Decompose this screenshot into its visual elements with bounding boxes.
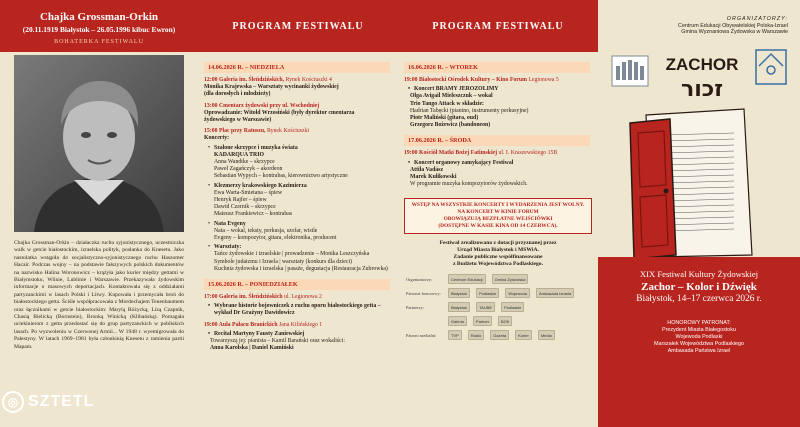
partner-logo: Podlaskie [501,302,524,312]
concert-member: Paweł Zagańczyk – akordeon [214,166,283,173]
concert-member: Mateusz Frankiewicz – kontrabas [214,211,293,218]
event-bullet: • Koncert BRAMY JEROZOLIMY [408,86,590,93]
sztetl-logo [2,391,94,413]
day-header-tuesday: 16.06.2026 R. – WTOREK [404,62,590,73]
sztetl-logo-text: SZTETL [28,393,95,410]
partner-logo: Partner [473,316,492,326]
event-line: Monika Krajewska – Warsztaty wycinanki żydowskiej [204,84,339,91]
hero-name: Chajka Grossman-Orkin [39,11,159,23]
brand-graphics [598,44,800,104]
event-time-place: 19:00 Kościół Matki Bożej Fatimskiej [404,150,498,157]
event-address: Legionowa 5 [528,77,559,83]
concert-item [208,145,390,181]
program-column-1 [198,0,398,427]
event-item [204,103,390,125]
program-title-2: PROGRAM FESTIWALU [398,0,598,52]
event-line: żydowskiego w Warszawie) [204,117,272,124]
concert-title: • Klezmerzy krakowskiego Kazimierza [214,182,307,189]
door-illustration [624,105,774,260]
event-line: Towarzyszą jej: pianista – Kamil Barański oraz wokaliści: [210,338,345,345]
concert-member: Evgeny – kompozytor, gitara, elektronika, producent [214,235,337,242]
notice-line: WSTĘP NA WSZYSTKIE KONCERTY I WYDARZENIA JEST WOLNY. [411,202,585,209]
event-item [404,150,590,188]
partner-logos [406,274,590,340]
event-line: Olga Avigail Mieleszczuk – wokal [410,93,493,100]
event-address: Rynek Kościuszki 4 [285,77,332,83]
partner-logo: Centrum Edukacji [448,274,486,284]
concert-title: • Szalone skrzypce i muzyka świata [214,144,298,151]
partner-logo: Media [538,330,555,340]
event-line: Attila Vadász [410,166,444,173]
workshop-title: • Warsztaty: [214,244,242,251]
event-address: Jana Kilińskiego 1 [279,321,323,328]
hero-column [0,0,198,427]
partner-logo: Ambasada Izraela [536,288,574,298]
free-entry-notice [404,198,592,234]
festival-band [598,257,800,427]
workshop-line: Symbole judaizmu i Izraela | warsztaty (konkurs dla dzieci) [214,258,352,265]
day-header-sunday: 14.06.2026 R. – NIEDZIELA [204,62,390,73]
event-line: Hadrian Tabęcki (pianino, instrumenty perkusyjne) [410,107,529,114]
zachor-brand [598,44,800,104]
event-time-place: 19:00 Białostocki Ośrodek Kultury – Kino Forum [404,77,527,83]
cover-column [598,0,800,427]
partner-logo: Gmina Żydowska [492,274,529,284]
partner-row-label: Organizatorzy: [406,276,433,282]
concert-title: • Nata Evgeny [214,220,246,227]
event-item [204,322,390,353]
organizer-line: Centrum Edukacji Obywatelskiej Polska-Izrael [678,23,788,29]
partner-logo: Kurier [515,330,532,340]
event-address: Rynek Kościuszki [266,128,310,135]
concert-member: Anna Wandtke – skrzypce [214,159,275,166]
partner-logo: Radio [468,330,484,340]
partner-logo: Podlaskie [476,288,499,298]
partner-row-label: Partnerzy: [406,304,425,310]
event-line: Trio Tango Attack w składzie: [410,100,484,107]
partner-row-label: Patroni medialni: [406,332,437,338]
partner-row [406,302,590,312]
event-line: (dla dorosłych i młodzieży) [204,91,271,98]
partner-logo: Białystok [448,302,470,312]
concert-member: Ewa Warta-Śmietana – śpiew [214,189,283,196]
event-time-place: 12:00 Galeria im. Śleńdzińskich, [204,77,285,83]
honorary-title: HONOROWY PATRONAT: [667,320,731,326]
funding-note [398,240,598,268]
partner-logo: Białystok [448,288,470,298]
hero-portrait-photo [14,55,184,232]
event-line: W programie muzyka kompozytorów żydowskich. [410,181,528,188]
notice-line: (DOSTĘPNE W KASIE KINA OD 14 CZERWCA). [438,223,558,230]
workshop-line: Kuchnia żydowska i izraelska | pasaże, degustacja (Restauracja Zubrowka) [214,265,388,272]
concert-item [208,183,390,219]
organizers-title: ORGANIZATORZY: [726,16,788,22]
honorary-line: Prezydent Miasta Białegostoku [661,327,736,333]
sztetl-logo-icon: ◎ [2,391,24,413]
event-line: Piotr Maliński (gitara, oud) [410,115,479,122]
honorary-line: Marszałek Województwa Podlaskiego [653,341,745,347]
event-item [404,77,590,129]
concert-band: KADARQUA TRIO [214,151,264,158]
partner-logo: BOK [498,316,512,326]
event-time-place: 17:00 Galeria im. Śleńdzińskich [204,294,283,301]
event-time-place: 13:00 Cmentarz żydowski przy ul. Wschodniej [204,102,320,109]
organizers [598,0,800,35]
partner-logo: TAUBE [476,302,495,312]
concert-member: Dawid Czernik – skrzypce [214,204,276,211]
partner-row-label: Patronat honorowy: [406,290,441,296]
organizer-line: Gmina Wyznaniowa Żydowska w Warszawie [681,29,788,35]
notice-line: OBOWIĄZUJĄ BEZPŁATNE WEJŚCIÓWKI [443,216,553,223]
program-title-1: PROGRAM FESTIWALU [198,0,398,52]
ceo-logo-icon [612,56,648,86]
event-address: ul. I. Kraszewskiego 15B [498,150,558,157]
workshop-item [208,244,390,273]
festival-title: Zachor – Kolor i Dźwięk [641,281,757,293]
notice-line: NA KONCERT W KINIE FORUM [457,209,539,216]
event-bullet: • Recital Martyny Fausty Zaniewskiej [208,331,390,338]
event-item [204,77,390,99]
concert-member: Sebastian Wypych – kontrabas, kierownictwo artystyczne [214,173,348,180]
festival-place-date: Białystok, 14–17 czerwca 2026 r. [636,294,762,304]
hero-dates: (20.11.1919 Białystok – 26.05.1996 kibuc Ewron) [22,25,176,34]
day-header-wednesday: 17.06.2026 R. – ŚRODA [404,135,590,146]
hero-biography: Chajka Grossman-Orkin – działaczka ruchu syjonistycznego, uczestniczka walk w getcie białostockim, izraelska polityk, posłanka do Knesetu. Jako nastolatka wstąpiła do socjalistyczno-syjonistycznego ruchu Haszomer Hacair. Podczas wojny – na podstawie fałszywych polskich dokumentów na nazwisko Halina Woronowicz – krążyła jako kurier między gettami w Białymstoku, Wilnie, Lublinie i Warszawie. Przekazywała żydowskim informacje o masowych deportacjach. Kontaktowała się z oddziałami partyzanckimi w lasach Polski i Litwy. Kupowała i przemycała broń do białostockiego getta. Ściśle współpracowała z Mordechajem Tenenbaumem oraz łącznikami w getcie białostockim: Marylą Różycką, Lizą Czapnik, Chasią Bielicką (Bornstein), Bronką Winicką (Klibańską). Pomagała uciekinierom z getta przedostać się do grup partyzanckich w pobliskich lasach. Po wyzwoleniu w Czerwonej Armii... W 1948 r. wyemigrowała do Palestyny. W latach 1969–1981 była członkinią Knesetu z ramienia partii Mapam. [14,240,184,350]
day-header-monday: 15.06.2026 R. – PONIEDZIAŁEK [204,279,390,290]
workshop-line: Tańce żydowskie i izraelskie | prowadzenie – Monika Leszczyńska [214,251,370,258]
event-line: Grzegorz Bożewicz (bandoneon) [410,122,491,129]
brand-hebrew: זכור [680,77,724,102]
partner-logo: Gazeta [490,330,509,340]
festival-edition: XIX Festiwal Kultury Żydowskiej [639,269,759,279]
partner-logo: Galeria [448,316,467,326]
event-line: Oprowadzanie: Witold Wrzosiński (były dyrektor cmentarza [204,109,355,116]
event-time-place: 15:00 Plac przy Ratuszu, [204,128,266,135]
event-item [204,294,390,318]
concert-member: Henryk Rajfer – śpiew [214,197,267,204]
portrait-illustration [14,55,184,232]
partner-row [406,316,590,326]
event-line: Koncerty: [204,135,230,142]
program-column-2 [398,0,598,427]
partner-row [406,288,590,298]
honorary-line: Wojewoda Podlaski [675,334,723,340]
door-drawing [624,105,774,260]
event-line: Marek Kulikowski [410,174,457,181]
event-line: Anna Karolska | Daniel Kamiński [210,345,294,352]
partner-row [406,330,590,340]
concert-item [208,221,390,243]
event-address: ul. Legionowa 2 [284,294,322,301]
brand-latin: ZACHOR [665,55,739,74]
honorary-line: Ambasada Państwa Izrael [667,348,731,354]
partner-row [406,274,590,284]
partner-logo: Wojewoda [505,288,530,298]
funding-line: z Budżetu Województwa Podlaskiego. [452,261,544,268]
event-item [204,128,390,273]
funding-line: Zadanie publiczne współfinansowane [453,254,543,261]
hero-role: BOHATERKA FESTIWALU [54,39,144,45]
partner-logo: TVP [448,330,462,340]
event-bullet: • Wybrane historie bojowniczek z ruchu oporu białostockiego getta – wykład Dr Grażyny Dawidowicz [208,303,390,317]
honorary-patronage [598,320,800,355]
event-bullet: • Koncert organowy zamykający Festiwal [408,160,590,167]
funding-line: Festiwal zrealizowano z dotacji przyznanej przez [439,240,557,247]
concert-member: Nata – wokal, teksty, perkusja, szofar, wistle [214,227,318,234]
community-logo-icon [756,50,786,84]
event-time-place: 19:00 Aula Pałacu Branickich [204,321,278,328]
funding-line: Urząd Miasta Białystok i MSWiA. [457,247,539,254]
